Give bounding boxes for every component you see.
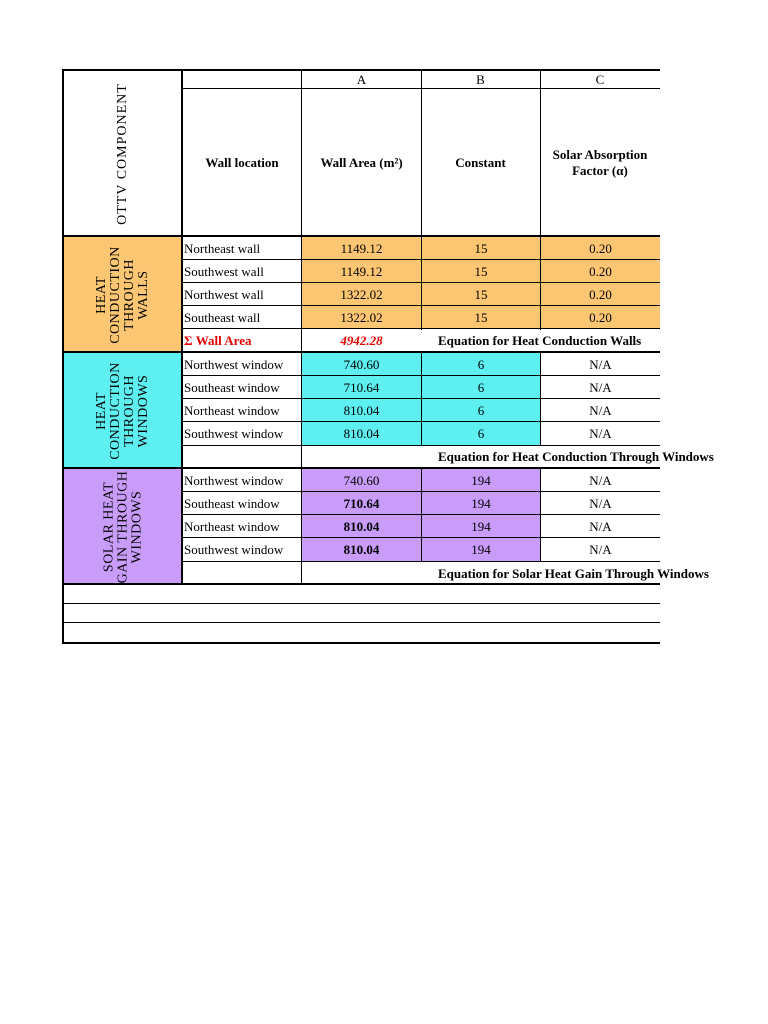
col-title-wall-area[interactable]: Wall Area (m²)	[320, 154, 403, 170]
section-window-conduction-text: HEAT CONDUCTION THROUGH WINDOWS	[94, 361, 151, 460]
grid-line	[62, 583, 660, 585]
table-row-constant[interactable]: 194	[422, 515, 540, 538]
table-row-factor[interactable]: 0.20	[541, 283, 660, 306]
table-row-location[interactable]: Southwest window	[184, 541, 284, 557]
grid-line	[182, 421, 660, 422]
grid-line	[182, 491, 660, 492]
grid-line	[62, 622, 660, 623]
table-row-factor[interactable]: N/A	[589, 495, 612, 511]
table-row-location[interactable]: Northwest wall	[184, 286, 264, 302]
grid-line	[62, 235, 660, 237]
section-solar-gain-label	[64, 469, 182, 584]
table-row-area[interactable]: 810.04	[302, 538, 421, 561]
equation-solar-gain[interactable]: Equation for Solar Heat Gain Through Windows	[438, 566, 709, 581]
table-row-constant[interactable]: 6	[422, 422, 540, 445]
grid-line	[181, 69, 183, 585]
grid-line	[182, 561, 660, 562]
table-row-area[interactable]: 1149.12	[302, 260, 421, 283]
table-row-location[interactable]: Northeast window	[184, 518, 280, 534]
ottv-table	[62, 69, 714, 644]
table-row-constant[interactable]: 15	[422, 283, 540, 306]
table-row-constant[interactable]: 15	[422, 306, 540, 329]
grid-line	[182, 398, 660, 399]
col-title-solar-absorption[interactable]: Solar Absorption Factor (α)	[552, 146, 648, 178]
table-row-location[interactable]: Northwest window	[184, 472, 284, 488]
grid-line	[421, 69, 422, 330]
grid-line	[182, 259, 660, 260]
table-row-location[interactable]: Northeast wall	[184, 240, 261, 256]
section-walls-label	[64, 237, 182, 352]
grid-line	[182, 514, 660, 515]
table-row-area[interactable]: 810.04	[302, 515, 421, 538]
col-letter-a[interactable]: A	[356, 72, 367, 87]
table-row-location[interactable]: Southwest wall	[184, 263, 264, 279]
table-row-factor[interactable]: 0.20	[541, 306, 660, 329]
table-row-factor[interactable]: N/A	[589, 541, 612, 557]
table-row-area[interactable]: 710.64	[302, 492, 421, 515]
col-title-constant[interactable]: Constant	[455, 154, 506, 170]
grid-line	[182, 328, 660, 329]
table-row-factor[interactable]: N/A	[589, 472, 612, 488]
grid-line	[182, 537, 660, 538]
grid-line	[62, 69, 660, 71]
grid-line	[62, 467, 660, 469]
section-walls-text: HEAT CONDUCTION THROUGH WALLS	[94, 245, 151, 344]
table-row-factor[interactable]: 0.20	[541, 260, 660, 283]
grid-line	[182, 282, 660, 283]
col-letter-c[interactable]: C	[595, 72, 605, 87]
grid-line	[301, 69, 302, 585]
table-row-area[interactable]: 740.60	[302, 353, 421, 376]
table-row-factor[interactable]: N/A	[589, 518, 612, 534]
wall-area-sum-label[interactable]: Σ Wall Area	[184, 332, 252, 348]
col-letter-b[interactable]: B	[476, 72, 485, 87]
table-row-location[interactable]: Northeast window	[184, 402, 280, 418]
ottv-component-label: OTTV COMPONENT	[115, 82, 131, 225]
grid-line	[182, 88, 660, 89]
ottv-component-header	[64, 71, 182, 236]
section-window-conduction-label	[64, 353, 182, 468]
table-row-location[interactable]: Southeast window	[184, 379, 280, 395]
table-row-location[interactable]: Southeast window	[184, 495, 280, 511]
grid-line	[62, 351, 660, 353]
table-row-location[interactable]: Northwest window	[184, 356, 284, 372]
grid-line	[182, 375, 660, 376]
grid-line	[182, 305, 660, 306]
table-row-factor[interactable]: N/A	[589, 425, 612, 441]
grid-line	[182, 445, 660, 446]
equation-walls[interactable]: Equation for Heat Conduction Walls	[438, 333, 642, 348]
grid-line	[540, 469, 541, 562]
grid-line	[62, 642, 660, 644]
grid-line	[62, 69, 64, 644]
grid-line	[540, 353, 541, 446]
table-row-factor[interactable]: N/A	[589, 356, 612, 372]
table-row-constant[interactable]: 15	[422, 260, 540, 283]
table-row-factor[interactable]: 0.20	[541, 237, 660, 260]
table-row-area[interactable]: 1322.02	[302, 283, 421, 306]
grid-line	[421, 353, 422, 446]
table-row-area[interactable]: 810.04	[302, 399, 421, 422]
table-row-area[interactable]: 1149.12	[302, 237, 421, 260]
grid-line	[62, 603, 660, 604]
table-row-constant[interactable]: 194	[422, 538, 540, 561]
table-row-constant[interactable]: 6	[422, 376, 540, 399]
table-row-area[interactable]: 1322.02	[302, 306, 421, 329]
table-row-factor[interactable]: N/A	[589, 379, 612, 395]
col-title-wall-location[interactable]: Wall location	[205, 154, 279, 170]
table-row-constant[interactable]: 6	[422, 353, 540, 376]
table-row-constant[interactable]: 194	[422, 492, 540, 515]
table-row-area[interactable]: 740.60	[302, 469, 421, 492]
equation-window-conduction[interactable]: Equation for Heat Conduction Through Windows	[438, 449, 714, 464]
grid-line	[421, 469, 422, 562]
table-row-location[interactable]: Southwest window	[184, 425, 284, 441]
table-row-constant[interactable]: 6	[422, 399, 540, 422]
grid-line	[540, 69, 541, 330]
section-solar-gain-text: SOLAR HEAT GAIN THROUGH WINDOWS	[101, 470, 144, 583]
table-row-area[interactable]: 810.04	[302, 422, 421, 445]
table-row-factor[interactable]: N/A	[589, 402, 612, 418]
wall-area-sum-value[interactable]: 4942.28	[340, 332, 383, 348]
table-row-constant[interactable]: 194	[422, 469, 540, 492]
table-row-location[interactable]: Southeast wall	[184, 309, 261, 325]
table-row-area[interactable]: 710.64	[302, 376, 421, 399]
table-row-constant[interactable]: 15	[422, 237, 540, 260]
